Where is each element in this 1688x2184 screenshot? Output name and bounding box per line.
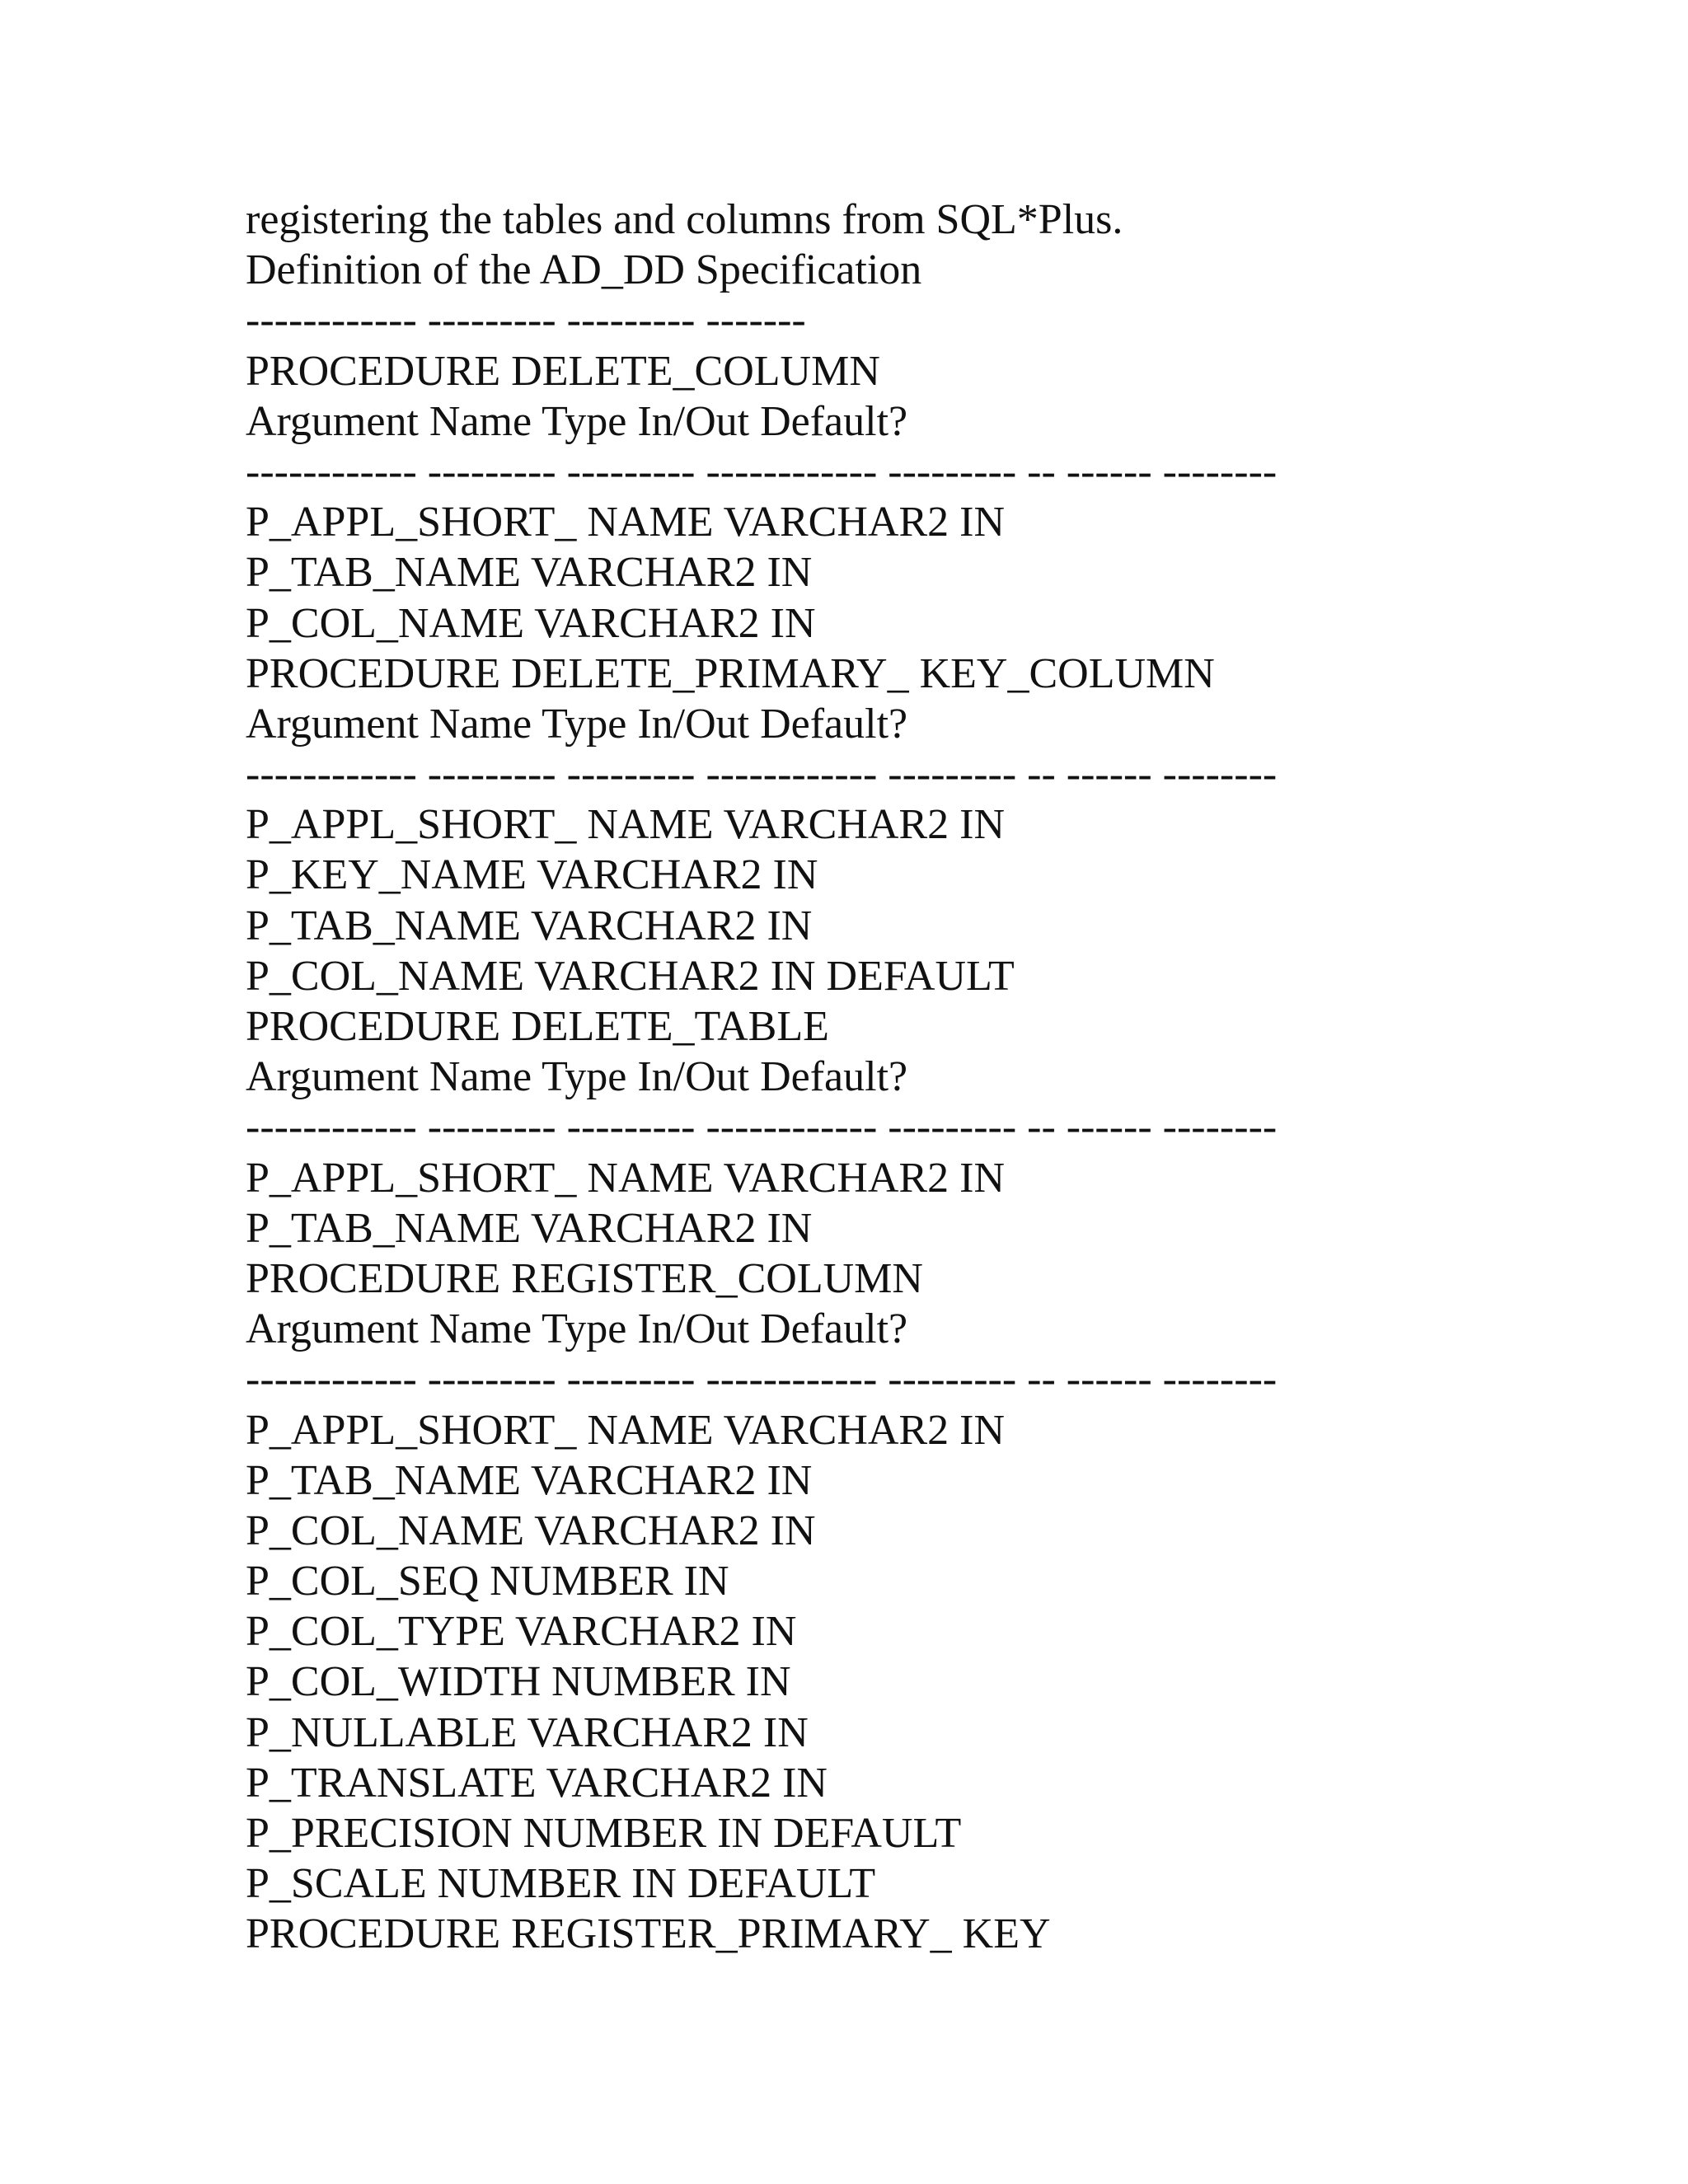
separator-line: ------------ --------- --------- ------------ --------- -- ------ -------- [246, 1104, 1278, 1151]
argument-row: P_COL_WIDTH NUMBER IN [246, 1658, 791, 1706]
argument-row: P_APPL_SHORT_ NAME VARCHAR2 IN [246, 801, 1006, 849]
argument-row: P_APPL_SHORT_ NAME VARCHAR2 IN [246, 1154, 1006, 1202]
argument-header: Argument Name Type In/Out Default? [246, 397, 908, 445]
argument-header: Argument Name Type In/Out Default? [246, 700, 908, 748]
separator-line: ------------ --------- --------- ------------ --------- -- ------ -------- [246, 448, 1278, 495]
procedure-heading: PROCEDURE DELETE_COLUMN [246, 347, 880, 395]
procedure-heading: PROCEDURE DELETE_TABLE [246, 1003, 829, 1050]
argument-header: Argument Name Type In/Out Default? [246, 1053, 908, 1101]
argument-header: Argument Name Type In/Out Default? [246, 1305, 908, 1353]
separator-line: ------------ --------- --------- ------------ --------- -- ------ -------- [246, 1356, 1278, 1404]
argument-row: P_TAB_NAME VARCHAR2 IN [246, 549, 813, 597]
argument-row: P_SCALE NUMBER IN DEFAULT [246, 1860, 876, 1908]
argument-row: P_COL_NAME VARCHAR2 IN DEFAULT [246, 952, 1015, 1000]
text-line: registering the tables and columns from SQL*Plus. [246, 196, 1123, 243]
argument-row: P_COL_NAME VARCHAR2 IN [246, 599, 816, 647]
argument-row: P_NULLABLE VARCHAR2 IN [246, 1708, 809, 1756]
argument-row: P_KEY_NAME VARCHAR2 IN [246, 851, 818, 899]
argument-row: P_APPL_SHORT_ NAME VARCHAR2 IN [246, 499, 1006, 546]
procedure-heading: PROCEDURE REGISTER_COLUMN [246, 1254, 923, 1302]
argument-row: P_COL_TYPE VARCHAR2 IN [246, 1608, 797, 1656]
section-heading: Definition of the AD_DD Specification [246, 246, 922, 294]
argument-row: P_COL_SEQ NUMBER IN [246, 1558, 729, 1605]
document-text [246, 194, 1647, 1960]
argument-row: P_TAB_NAME VARCHAR2 IN [246, 902, 813, 949]
argument-row: P_PRECISION NUMBER IN DEFAULT [246, 1810, 962, 1857]
procedure-heading: PROCEDURE DELETE_PRIMARY_ KEY_COLUMN [246, 649, 1215, 697]
procedure-heading: PROCEDURE REGISTER_PRIMARY_ KEY [246, 1910, 1051, 1958]
argument-row: P_TAB_NAME VARCHAR2 IN [246, 1204, 813, 1252]
separator-line: ------------ --------- --------- ------------ --------- -- ------ -------- [246, 751, 1278, 799]
argument-row: P_APPL_SHORT_ NAME VARCHAR2 IN [246, 1406, 1006, 1454]
separator-line: ------------ --------- --------- ------- [246, 297, 806, 344]
argument-row: P_TAB_NAME VARCHAR2 IN [246, 1456, 813, 1504]
argument-row: P_TRANSLATE VARCHAR2 IN [246, 1759, 828, 1807]
argument-row: P_COL_NAME VARCHAR2 IN [246, 1507, 816, 1554]
